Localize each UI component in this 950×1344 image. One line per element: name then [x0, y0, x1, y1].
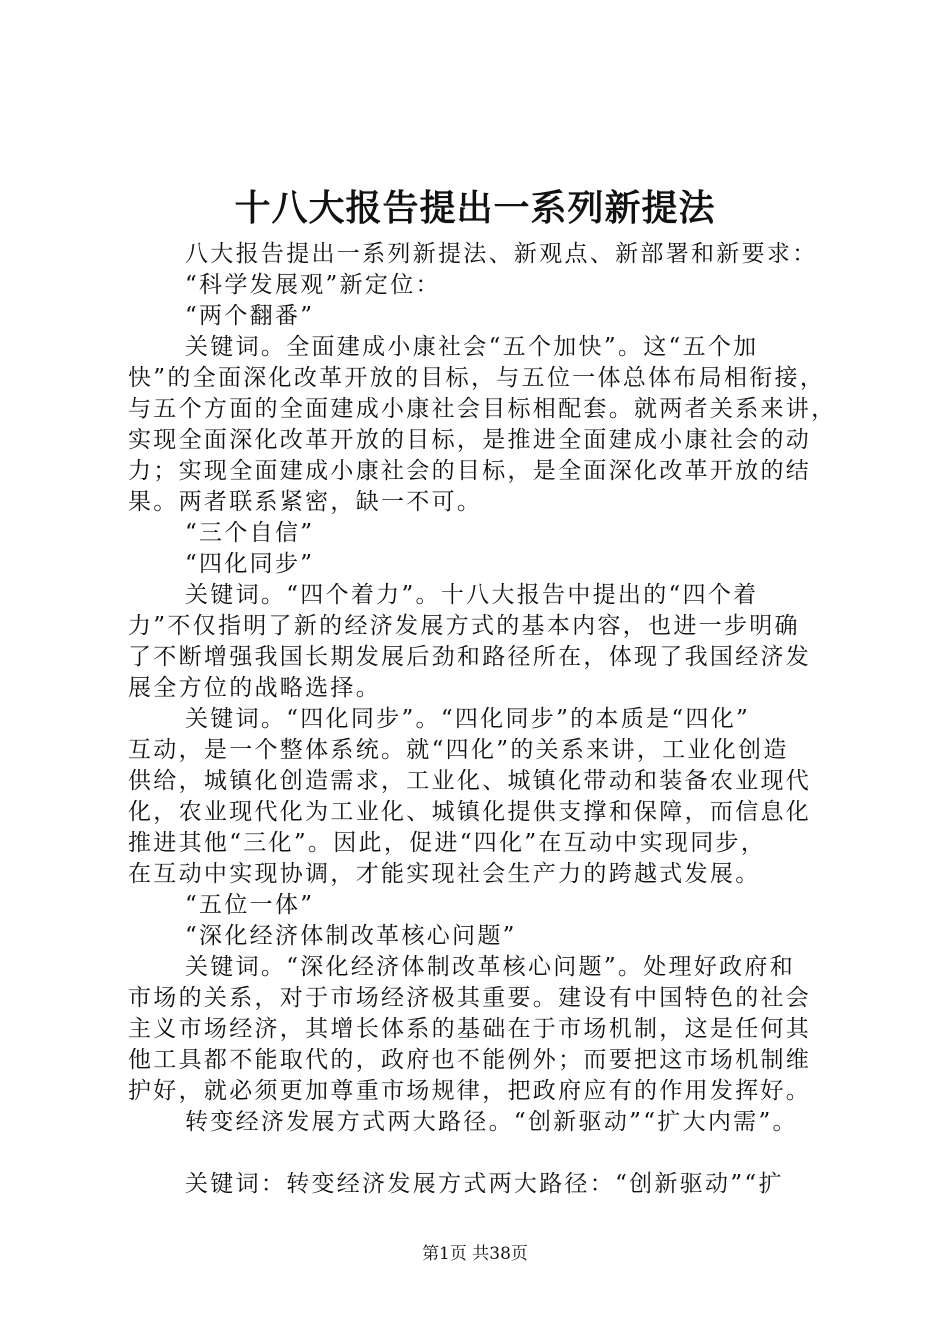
- paragraph-line: 化，农业现代化为工业化、城镇化提供支撑和保障，而信息化: [128, 799, 812, 825]
- page-footer: 第1页 共38页: [422, 1244, 528, 1264]
- paragraph-line: 关键词。“四化同步”。“四化同步”的本质是“四化”: [185, 706, 751, 732]
- blank-line: [128, 1138, 838, 1169]
- paragraph-line: 八大报告提出一系列新提法、新观点、新部署和新要求：: [185, 241, 818, 267]
- paragraph-line: 供给，城镇化创造需求，工业化、城镇化带动和装备农业现代: [128, 768, 812, 794]
- paragraph-line: “三个自信”: [185, 520, 315, 546]
- paragraph-line: 推进其他“三化”。因此，促进“四化”在互动中实现同步，: [128, 830, 767, 856]
- paragraph-line: “两个翻番”: [185, 303, 315, 329]
- paragraph-line: 果。两者联系紧密，缺一不可。: [128, 489, 483, 515]
- paragraph-line: “五位一体”: [185, 892, 315, 918]
- document-title: 十八大报告提出一系列新提法: [234, 187, 716, 229]
- paragraph-line: 力；实现全面建成小康社会的目标，是全面深化改革开放的结: [128, 458, 812, 484]
- paragraph-line: 与五个方面的全面建成小康社会目标相配套。就两者关系来讲，: [128, 396, 837, 422]
- paragraph-line: 关键词。“深化经济体制改革核心问题”。处理好政府和: [185, 954, 796, 980]
- paragraph-line: 市场的关系，对于市场经济极其重要。建设有中国特色的社会: [128, 985, 812, 1011]
- paragraph-line: 了不断增强我国长期发展后劲和路径所在，体现了我国经济发: [128, 644, 812, 670]
- paragraph-line: 他工具都不能取代的，政府也不能例外；而要把这市场机制维: [128, 1047, 812, 1073]
- paragraph-line: 实现全面深化改革开放的目标，是推进全面建成小康社会的动: [128, 427, 812, 453]
- paragraph-line: 关键词。全面建成小康社会“五个加快”。这“五个加: [185, 334, 759, 360]
- paragraph-line: “四化同步”: [185, 551, 315, 577]
- document-body: [128, 239, 838, 1200]
- paragraph-line: 护好，就必须更加尊重市场规律，把政府应有的作用发挥好。: [128, 1078, 812, 1104]
- paragraph-line: 快”的全面深化改革开放的目标，与五位一体总体布局相衔接，: [128, 365, 826, 391]
- paragraph-line: 转变经济发展方式两大路径。“创新驱动”“扩大内需”。: [185, 1109, 798, 1135]
- paragraph-line: “科学发展观”新定位：: [185, 272, 441, 298]
- paragraph-line: 主义市场经济，其增长体系的基础在于市场机制，这是任何其: [128, 1016, 812, 1042]
- paragraph-line: 力”不仅指明了新的经济发展方式的基本内容，也进一步明确: [128, 613, 800, 639]
- paragraph-line: 在互动中实现协调，才能实现社会生产力的跨越式发展。: [128, 861, 761, 887]
- paragraph-line: 关键词。“四个着力”。十八大报告中提出的“四个着: [185, 582, 759, 608]
- paragraph-line: 互动，是一个整体系统。就“四化”的关系来讲，工业化创造: [128, 737, 789, 763]
- paragraph-line: 关键词：转变经济发展方式两大路径：“创新驱动”“扩: [185, 1171, 784, 1197]
- paragraph-line: 展全方位的战略选择。: [128, 675, 381, 701]
- paragraph-line: “深化经济体制改革核心问题”: [185, 923, 517, 949]
